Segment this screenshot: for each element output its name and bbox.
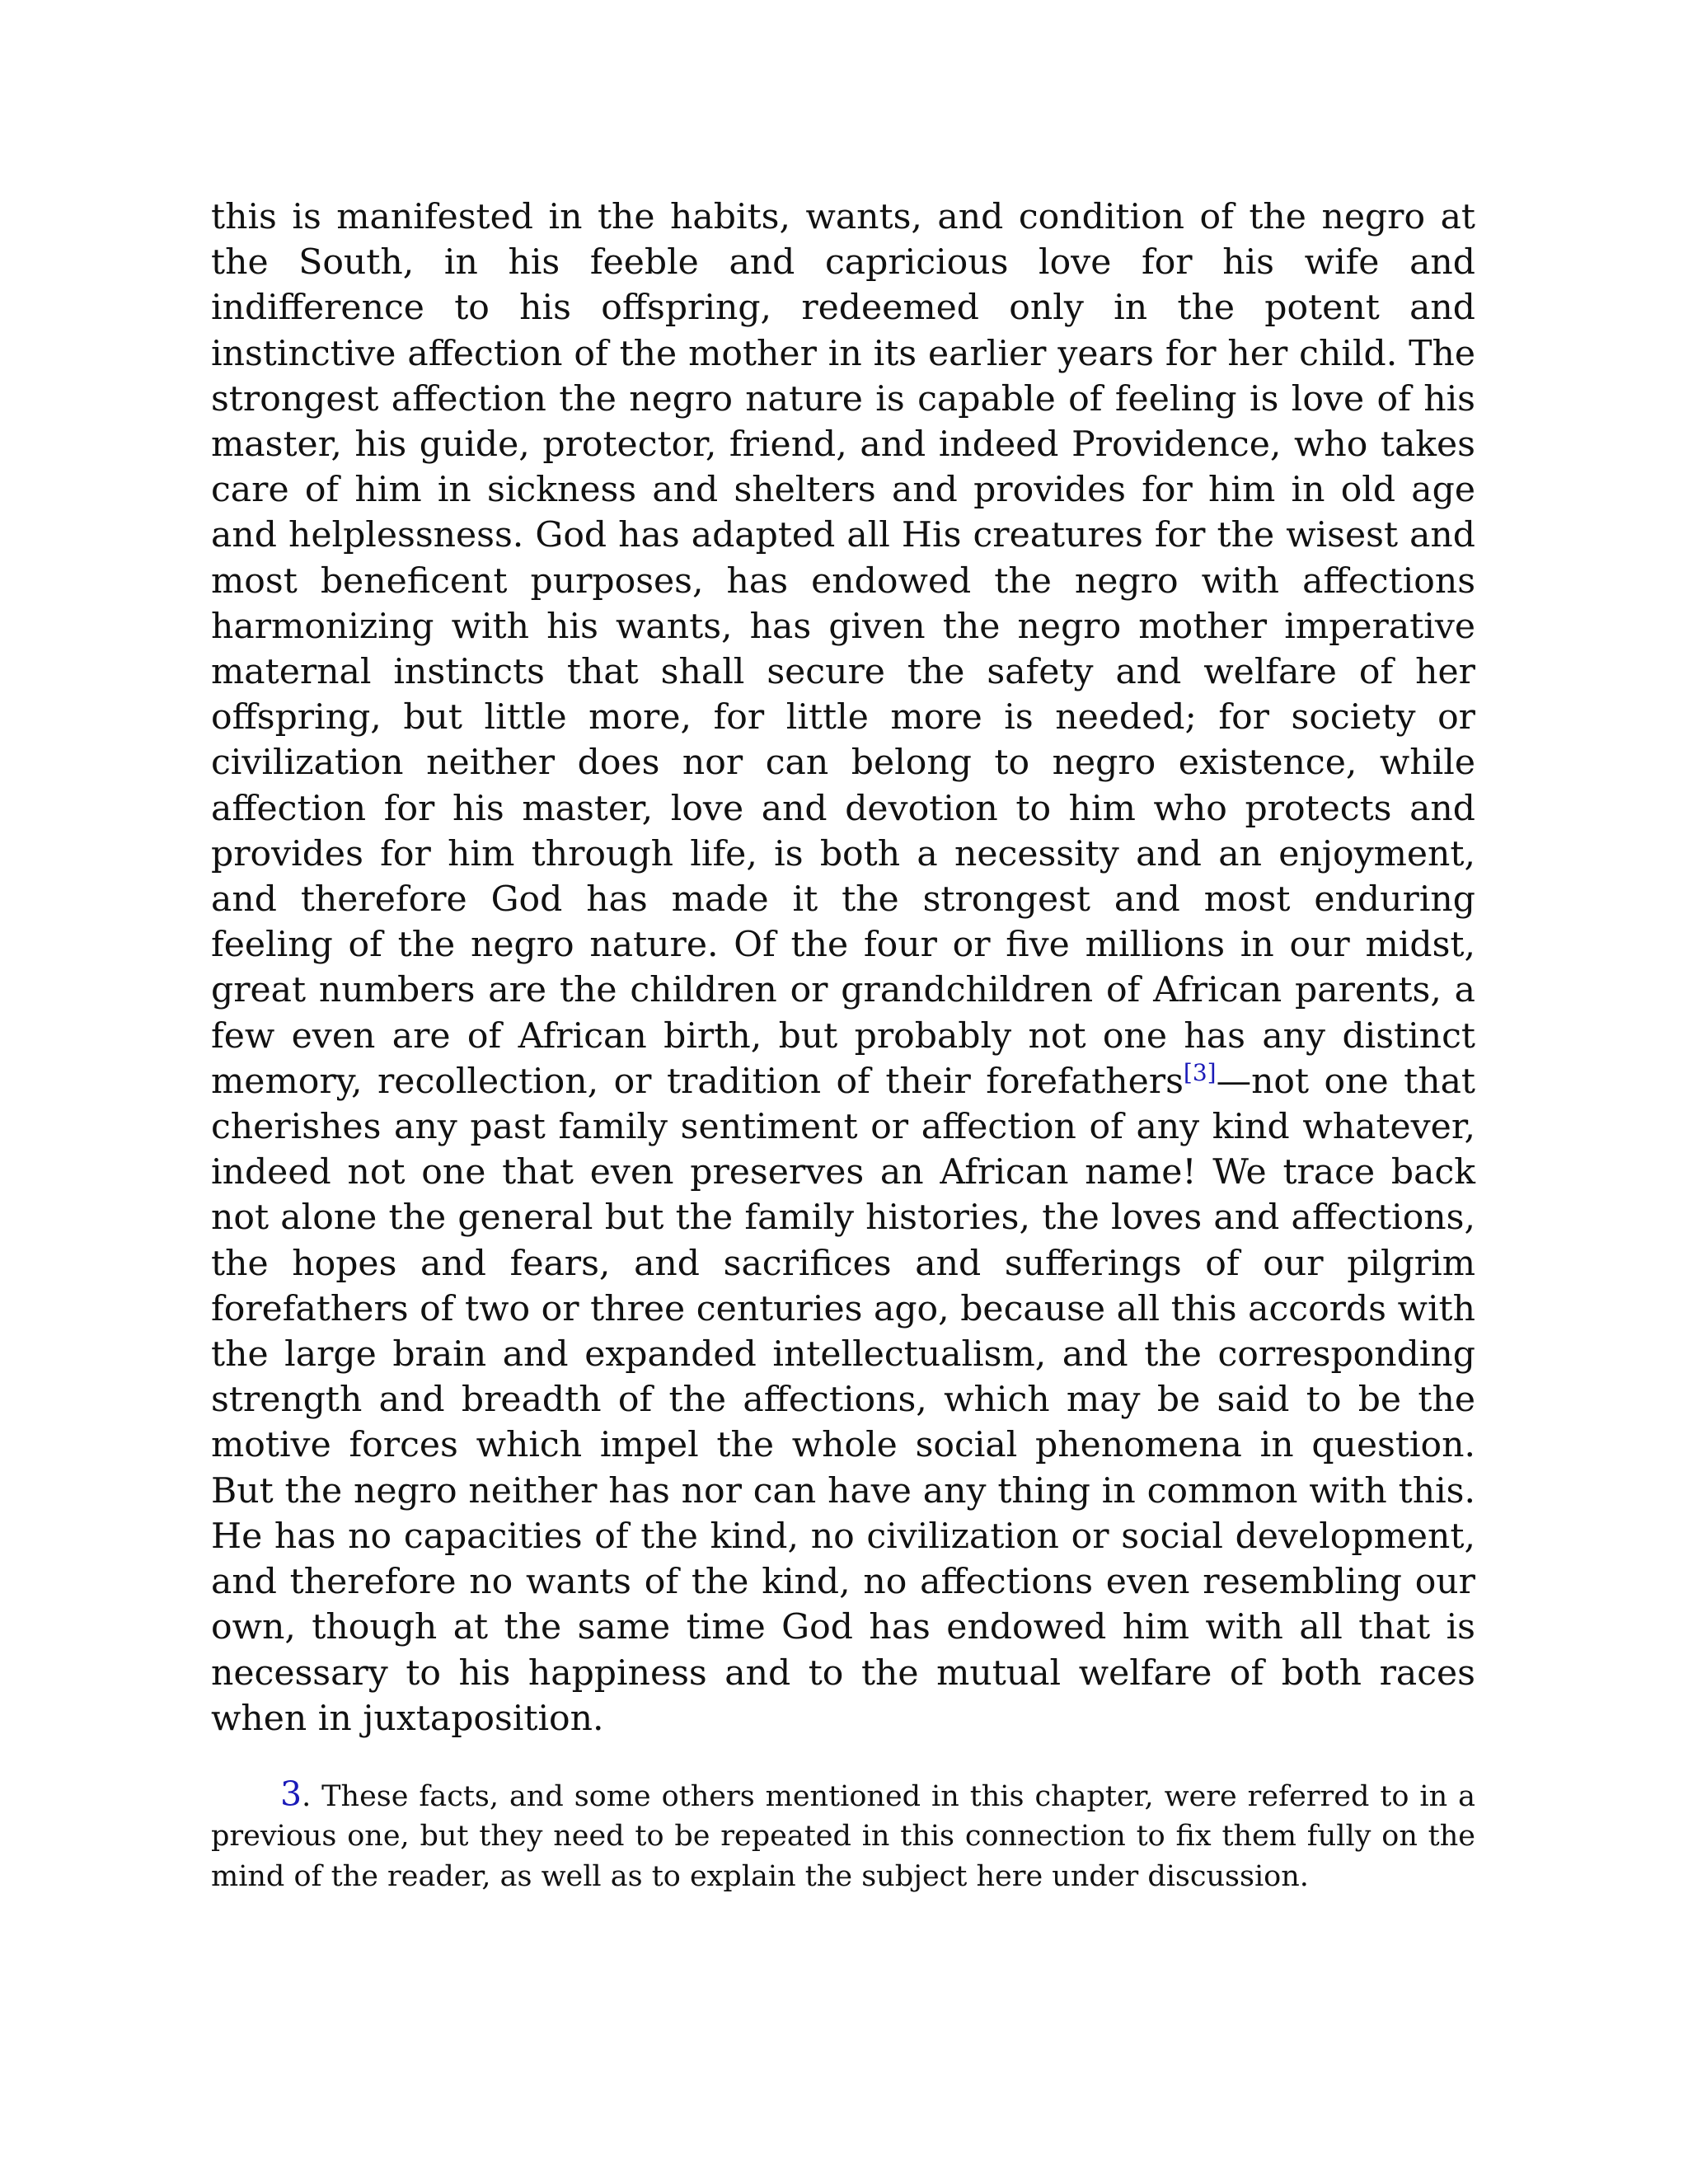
body-paragraph bbox=[211, 194, 1475, 1741]
paragraph-text-after-note: —not one that cherishes any past family sentiment or affection of any kind whatever, indeed not one that even preserves an African name! We trace back not alone the general but the family histories, the loves and affections, the hopes and fears, and sacrifices and sufferings of our pilgrim forefathers of two or three centuries ago, because all this accords with the large brain and expanded intellectualism, and the corresponding strength and breadth of the affections, which may be said to be the motive forces which impel the whole social phenomena in question. But the negro neither has nor can have any thing in common with this. He has no capacities of the kind, no civilization or social development, and therefore no wants of the kind, no affections even resembling our own, though at the same time God has endowed him with all that is necessary to his happiness and to the mutual welfare of both races when in juxtaposition. bbox=[211, 1061, 1475, 1739]
footnote bbox=[211, 1774, 1475, 1897]
page-content bbox=[211, 194, 1475, 1896]
footnote-reference[interactable] bbox=[1184, 1059, 1217, 1086]
footnote-text: . These facts, and some others mentioned in this chapter, were referred to in a previous one, but they need to be repeated in this connection to fix them fully on the mind of the reader, as well as to explain the subject here under discussion. bbox=[211, 1779, 1475, 1893]
paragraph-text-before-note: this is manifested in the habits, wants, and condition of the negro at the South, in his feeble and capricious love for his wife and indifference to his offspring, redeemed only in the potent and instinctive affection of the mother in its earlier years for her child. The strongest affection the negro nature is capable of feeling is love of his master, his guide, protector, friend, and indeed Providence, who takes care of him in sickness and shelters and provides for him in old age and helplessness. God has adapted all His creatures for the wisest and most beneficent purposes, has endowed the negro with affections harmonizing with his wants, has given the negro mother imperative maternal instincts that shall secure the safety and welfare of her offspring, but little more, for little more is needed; for society or civilization neither does nor can belong to negro existence, while affection for his master, love and devotion to him who protects and provides for him through life, is both a necessity and an enjoyment, and therefore God has made it the strongest and most enduring feeling of the negro nature. Of the four or five millions in our midst, great numbers are the children or grandchildren of African parents, a few even are of African birth, but probably not one has any distinct memory, recollection, or tradition of their forefathers bbox=[211, 197, 1475, 1102]
footnote-ref-link[interactable]: [3] bbox=[1183, 1058, 1217, 1086]
footnote-number-link[interactable]: 3 bbox=[280, 1774, 302, 1814]
